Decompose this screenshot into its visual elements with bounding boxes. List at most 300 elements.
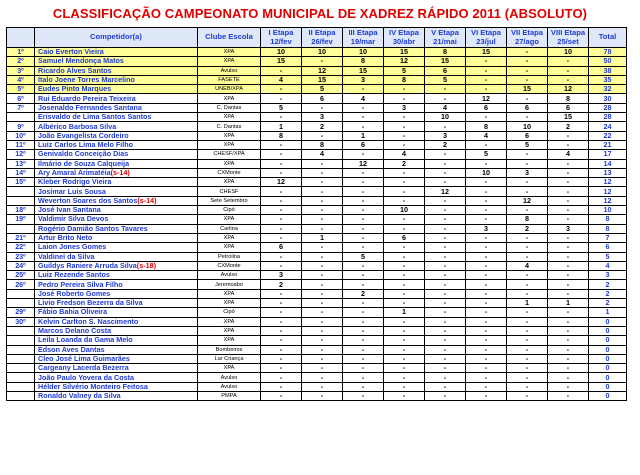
total-cell: 12 bbox=[589, 187, 627, 196]
stage-score-cell: - bbox=[343, 299, 384, 308]
stage-score-cell: - bbox=[261, 187, 302, 196]
stage-score-cell: 2 bbox=[384, 159, 425, 168]
stage-score-cell: - bbox=[425, 252, 466, 261]
stage-score-cell: 5 bbox=[425, 75, 466, 84]
stage-score-cell: - bbox=[507, 391, 548, 400]
club-cell: FASETE bbox=[198, 75, 261, 84]
stage-score-cell: - bbox=[302, 354, 343, 363]
stage-score-cell: - bbox=[343, 280, 384, 289]
total-cell: 32 bbox=[589, 85, 627, 94]
competitor-name-cell bbox=[35, 66, 198, 75]
stage-score-cell: - bbox=[343, 345, 384, 354]
competitor-name-cell bbox=[35, 233, 198, 242]
stage-score-cell: - bbox=[343, 382, 384, 391]
stage-score-cell: - bbox=[261, 354, 302, 363]
club-cell: C. Dantas bbox=[198, 103, 261, 112]
stage-score-cell: - bbox=[384, 196, 425, 205]
stage-score-cell: 1 bbox=[302, 233, 343, 242]
stage-score-cell: 5 bbox=[384, 66, 425, 75]
club-cell: XPA bbox=[198, 233, 261, 242]
stage-score-cell: - bbox=[261, 159, 302, 168]
total-cell: 0 bbox=[589, 382, 627, 391]
stage-score-cell: - bbox=[302, 224, 343, 233]
position-cell: 23º bbox=[7, 252, 35, 261]
competitor-name: Livio Fredson Bezerra da Silva bbox=[38, 298, 143, 308]
club-cell: Avulso bbox=[198, 271, 261, 280]
stage-score-cell: 15 bbox=[425, 57, 466, 66]
stage-score-cell: - bbox=[466, 271, 507, 280]
competitor-name: José Roberto Gomes bbox=[38, 289, 111, 298]
stage-score-cell: - bbox=[302, 271, 343, 280]
stage-score-cell: 5 bbox=[261, 103, 302, 112]
stage-score-cell: - bbox=[466, 57, 507, 66]
stage-score-cell: - bbox=[507, 75, 548, 84]
stage-score-cell: - bbox=[384, 354, 425, 363]
stage-score-cell: - bbox=[261, 140, 302, 149]
stage-score-cell: - bbox=[302, 168, 343, 177]
competitor-name-cell bbox=[35, 373, 198, 382]
stage-score-cell: 10 bbox=[507, 122, 548, 131]
position-cell: 26º bbox=[7, 280, 35, 289]
competitor-name: Caio Everton Vieira bbox=[38, 47, 104, 57]
stage-score-cell: - bbox=[302, 178, 343, 187]
position-cell bbox=[7, 373, 35, 382]
table-row bbox=[7, 336, 627, 345]
total-cell: 78 bbox=[589, 48, 627, 57]
stage-score-cell: 10 bbox=[466, 168, 507, 177]
total-cell: 28 bbox=[589, 103, 627, 112]
position-cell: 29º bbox=[7, 308, 35, 317]
stage-score-cell: - bbox=[466, 75, 507, 84]
stage-score-cell: 4 bbox=[302, 150, 343, 159]
competitor-name-cell bbox=[35, 280, 198, 289]
stage-score-cell: - bbox=[507, 317, 548, 326]
header-stage-6: VI Etapa 23/jul bbox=[466, 28, 507, 48]
competitor-name: José Ivan Santana bbox=[38, 205, 101, 215]
club-cell: Cipó bbox=[198, 206, 261, 215]
stage-score-cell: 12 bbox=[466, 94, 507, 103]
competitor-name: Pedro Pereira Silva Filho bbox=[38, 279, 123, 289]
table-row bbox=[7, 299, 627, 308]
table-row bbox=[7, 289, 627, 298]
stage-score-cell: - bbox=[302, 103, 343, 112]
competitor-name-cell bbox=[35, 122, 198, 131]
header-club: Clube Escola bbox=[198, 28, 261, 48]
stage-score-cell: 6 bbox=[302, 94, 343, 103]
stage-score-cell: 8 bbox=[507, 215, 548, 224]
stage-score-cell: - bbox=[466, 280, 507, 289]
club-cell: XPA bbox=[198, 113, 261, 122]
table-row bbox=[7, 168, 627, 177]
stage-score-cell: - bbox=[261, 252, 302, 261]
competitor-name-cell bbox=[35, 354, 198, 363]
stage-score-cell: 5 bbox=[466, 150, 507, 159]
stage-score-cell: 4 bbox=[466, 131, 507, 140]
stage-score-cell: 12 bbox=[507, 196, 548, 205]
stage-score-cell: - bbox=[507, 373, 548, 382]
stage-score-cell: - bbox=[466, 373, 507, 382]
stage-score-cell: - bbox=[466, 215, 507, 224]
stage-score-cell: - bbox=[466, 289, 507, 298]
competitor-name: Erisvaldo de Lima Santos Santos bbox=[38, 112, 152, 122]
total-cell: 12 bbox=[589, 178, 627, 187]
total-cell: 30 bbox=[589, 94, 627, 103]
club-cell: Jeremoabo bbox=[198, 280, 261, 289]
competitor-name-cell bbox=[35, 215, 198, 224]
stage-score-cell: - bbox=[466, 178, 507, 187]
stage-score-cell: - bbox=[425, 122, 466, 131]
stage-score-cell: - bbox=[548, 196, 589, 205]
stage-score-cell: 15 bbox=[343, 66, 384, 75]
table-row bbox=[7, 103, 627, 112]
stage-score-cell: - bbox=[261, 308, 302, 317]
stage-score-cell: - bbox=[548, 178, 589, 187]
stage-score-cell: - bbox=[466, 233, 507, 242]
competitor-name-cell bbox=[35, 271, 198, 280]
stage-score-cell: - bbox=[261, 289, 302, 298]
club-cell: CHESF/XPA bbox=[198, 150, 261, 159]
position-cell: 19º bbox=[7, 215, 35, 224]
stage-score-cell: - bbox=[261, 233, 302, 242]
table-row bbox=[7, 159, 627, 168]
stage-score-cell: - bbox=[302, 261, 343, 270]
stage-score-cell: - bbox=[261, 168, 302, 177]
stage-score-cell: - bbox=[384, 85, 425, 94]
stage-score-cell: - bbox=[343, 373, 384, 382]
stage-score-cell: - bbox=[384, 336, 425, 345]
competitor-name: Laion Jones Gomes bbox=[38, 242, 107, 252]
stage-score-cell: - bbox=[384, 243, 425, 252]
stage-score-cell: 12 bbox=[425, 187, 466, 196]
stage-score-cell: - bbox=[384, 140, 425, 149]
position-cell bbox=[7, 364, 35, 373]
table-row bbox=[7, 131, 627, 140]
competitor-name-cell bbox=[35, 252, 198, 261]
club-cell: XPA bbox=[198, 326, 261, 335]
stage-score-cell: - bbox=[425, 85, 466, 94]
stage-score-cell: - bbox=[302, 289, 343, 298]
position-cell: 12º bbox=[7, 150, 35, 159]
competitor-name: Edson Aves Dantas bbox=[38, 345, 105, 354]
stage-score-cell: - bbox=[343, 354, 384, 363]
position-cell bbox=[7, 345, 35, 354]
competitor-name: Josenaldo Fernandes Santana bbox=[38, 103, 142, 112]
stage-score-cell: - bbox=[507, 233, 548, 242]
total-cell: 0 bbox=[589, 354, 627, 363]
stage-score-cell: - bbox=[507, 206, 548, 215]
competitor-name-cell bbox=[35, 243, 198, 252]
stage-score-cell: - bbox=[302, 326, 343, 335]
page-title: CLASSIFICAÇÃO CAMPEONATO MUNICIPAL DE XADREZ RÁPIDO 2011 (ABSOLUTO) bbox=[52, 6, 588, 21]
position-cell: 24º bbox=[7, 261, 35, 270]
stage-score-cell: - bbox=[302, 252, 343, 261]
club-cell: XPA bbox=[198, 289, 261, 298]
stage-score-cell: - bbox=[302, 364, 343, 373]
stage-score-cell: - bbox=[466, 85, 507, 94]
stage-score-cell: - bbox=[384, 326, 425, 335]
stage-score-cell: - bbox=[425, 373, 466, 382]
stage-score-cell: 10 bbox=[302, 48, 343, 57]
competitor-name: Valdimir Silva Devos bbox=[38, 214, 109, 224]
stage-score-cell: - bbox=[507, 364, 548, 373]
competitor-name: João Paulo Yovera da Costa bbox=[38, 372, 134, 382]
total-cell: 0 bbox=[589, 317, 627, 326]
stage-score-cell: 3 bbox=[507, 168, 548, 177]
club-cell: XPA bbox=[198, 57, 261, 66]
stage-score-cell: - bbox=[425, 299, 466, 308]
stage-score-cell: - bbox=[343, 122, 384, 131]
stage-score-cell: - bbox=[261, 206, 302, 215]
position-cell bbox=[7, 289, 35, 298]
stage-score-cell: - bbox=[548, 373, 589, 382]
stage-score-cell: 3 bbox=[261, 271, 302, 280]
competitor-name-cell bbox=[35, 299, 198, 308]
stage-score-cell: - bbox=[261, 391, 302, 400]
stage-score-cell: - bbox=[425, 382, 466, 391]
stage-score-cell: 15 bbox=[302, 75, 343, 84]
stage-score-cell: 5 bbox=[343, 252, 384, 261]
total-cell: 6 bbox=[589, 243, 627, 252]
competitor-name: Fábio Bahia Oliveira bbox=[38, 307, 108, 317]
position-cell: 30º bbox=[7, 317, 35, 326]
total-cell: 38 bbox=[589, 66, 627, 75]
stage-score-cell: - bbox=[548, 187, 589, 196]
stage-score-cell: - bbox=[425, 150, 466, 159]
stage-score-cell: 8 bbox=[466, 122, 507, 131]
stage-score-cell: - bbox=[261, 66, 302, 75]
club-cell: XPA bbox=[198, 299, 261, 308]
stage-score-cell: - bbox=[466, 354, 507, 363]
stage-score-cell: - bbox=[343, 113, 384, 122]
stage-score-cell: - bbox=[466, 243, 507, 252]
stage-score-cell: 10 bbox=[425, 113, 466, 122]
competitor-name: Kleber Rodrigo Vieira bbox=[38, 177, 112, 187]
table-row bbox=[7, 94, 627, 103]
stage-score-cell: - bbox=[261, 364, 302, 373]
competitor-name: Guildys Raniere Arruda Silva bbox=[38, 261, 137, 270]
stage-score-cell: - bbox=[302, 243, 343, 252]
stage-score-cell: - bbox=[343, 103, 384, 112]
competitor-name-cell bbox=[35, 85, 198, 94]
club-cell: XPA bbox=[198, 178, 261, 187]
position-cell: 11º bbox=[7, 140, 35, 149]
competitor-name: Hélder Silvério Monteiro Feitosa bbox=[38, 382, 148, 391]
club-cell: XPA bbox=[198, 364, 261, 373]
stage-score-cell: - bbox=[425, 94, 466, 103]
stage-score-cell: - bbox=[343, 178, 384, 187]
stage-score-cell: 10 bbox=[261, 48, 302, 57]
stage-score-cell: - bbox=[507, 382, 548, 391]
club-cell: CHESF bbox=[198, 187, 261, 196]
stage-score-cell: - bbox=[507, 113, 548, 122]
stage-score-cell: - bbox=[384, 317, 425, 326]
stage-score-cell: 2 bbox=[343, 289, 384, 298]
total-cell: 50 bbox=[589, 57, 627, 66]
competitor-name-cell bbox=[35, 178, 198, 187]
stage-score-cell: - bbox=[384, 178, 425, 187]
stage-score-cell: - bbox=[466, 326, 507, 335]
stage-score-cell: 5 bbox=[302, 85, 343, 94]
stage-score-cell: 6 bbox=[507, 131, 548, 140]
stage-score-cell: - bbox=[343, 224, 384, 233]
stage-score-cell: 12 bbox=[384, 57, 425, 66]
club-cell: XPA bbox=[198, 159, 261, 168]
stage-score-cell: - bbox=[261, 85, 302, 94]
competitor-name-cell bbox=[35, 196, 198, 205]
total-cell: 12 bbox=[589, 196, 627, 205]
stage-score-cell: - bbox=[507, 48, 548, 57]
total-cell: 0 bbox=[589, 345, 627, 354]
stage-score-cell: 15 bbox=[548, 113, 589, 122]
position-cell: 10º bbox=[7, 131, 35, 140]
stage-score-cell: - bbox=[425, 196, 466, 205]
stage-score-cell: - bbox=[343, 196, 384, 205]
stage-score-cell: - bbox=[343, 336, 384, 345]
stage-score-cell: - bbox=[261, 373, 302, 382]
stage-score-cell: - bbox=[507, 57, 548, 66]
table-row bbox=[7, 48, 627, 57]
club-cell: Carlina bbox=[198, 224, 261, 233]
stage-score-cell: - bbox=[548, 326, 589, 335]
competitor-name: Artur Brito Neto bbox=[38, 233, 93, 243]
competitor-name: Eudes Pinto Marques bbox=[38, 84, 112, 94]
stage-score-cell: - bbox=[384, 122, 425, 131]
stage-score-cell: - bbox=[425, 271, 466, 280]
total-cell: 0 bbox=[589, 326, 627, 335]
position-cell: 4º bbox=[7, 75, 35, 84]
competitor-name-cell bbox=[35, 103, 198, 112]
total-cell: 2 bbox=[589, 289, 627, 298]
competitor-name-cell bbox=[35, 94, 198, 103]
stage-score-cell: - bbox=[548, 252, 589, 261]
stage-score-cell: - bbox=[384, 373, 425, 382]
ranking-table bbox=[6, 27, 627, 401]
total-cell: 13 bbox=[589, 168, 627, 177]
stage-score-cell: - bbox=[302, 373, 343, 382]
stage-score-cell: 12 bbox=[548, 85, 589, 94]
total-cell: 21 bbox=[589, 140, 627, 149]
stage-score-cell: - bbox=[466, 140, 507, 149]
stage-score-cell: - bbox=[261, 382, 302, 391]
total-cell: 0 bbox=[589, 391, 627, 400]
position-cell: 14º bbox=[7, 168, 35, 177]
stage-score-cell: - bbox=[384, 289, 425, 298]
club-cell: Avulso bbox=[198, 373, 261, 382]
stage-score-cell: - bbox=[261, 224, 302, 233]
competitor-name-cell bbox=[35, 336, 198, 345]
table-row bbox=[7, 391, 627, 400]
competitor-name-cell bbox=[35, 206, 198, 215]
stage-score-cell: - bbox=[302, 336, 343, 345]
competitor-name: Luiz Carlos Lima Melo Filho bbox=[38, 140, 134, 150]
stage-score-cell: - bbox=[548, 75, 589, 84]
stage-score-cell: - bbox=[507, 345, 548, 354]
stage-score-cell: - bbox=[507, 187, 548, 196]
stage-score-cell: - bbox=[384, 271, 425, 280]
club-cell: XPA bbox=[198, 48, 261, 57]
total-cell: 0 bbox=[589, 364, 627, 373]
competitor-name-cell bbox=[35, 159, 198, 168]
stage-score-cell: - bbox=[548, 57, 589, 66]
stage-score-cell: 2 bbox=[261, 280, 302, 289]
stage-score-cell: - bbox=[425, 206, 466, 215]
stage-score-cell: 15 bbox=[507, 85, 548, 94]
position-cell: 3º bbox=[7, 66, 35, 75]
club-cell: Avulso bbox=[198, 66, 261, 75]
stage-score-cell: - bbox=[425, 224, 466, 233]
stage-score-cell: - bbox=[302, 57, 343, 66]
stage-score-cell: - bbox=[548, 382, 589, 391]
competitor-name: Ronaldo Valney da Silva bbox=[38, 391, 121, 401]
position-cell: 22º bbox=[7, 243, 35, 252]
category-note: (s-18) bbox=[136, 261, 156, 270]
stage-score-cell: - bbox=[425, 317, 466, 326]
table-row bbox=[7, 382, 627, 391]
header-row bbox=[7, 28, 627, 48]
stage-score-cell: - bbox=[261, 196, 302, 205]
stage-score-cell: 12 bbox=[343, 159, 384, 168]
header-stage-4: IV Etapa 30/abr bbox=[384, 28, 425, 48]
competitor-name: Rogério Damião Santos Tavares bbox=[38, 224, 148, 233]
stage-score-cell: 8 bbox=[425, 48, 466, 57]
position-cell: 15º bbox=[7, 178, 35, 187]
stage-score-cell: - bbox=[466, 364, 507, 373]
stage-score-cell: 8 bbox=[261, 131, 302, 140]
position-cell bbox=[7, 224, 35, 233]
stage-score-cell: - bbox=[384, 94, 425, 103]
stage-score-cell: - bbox=[548, 289, 589, 298]
stage-score-cell: - bbox=[548, 168, 589, 177]
stage-score-cell: - bbox=[384, 168, 425, 177]
competitor-name: Rui Eduardo Pereira Teixeira bbox=[38, 93, 136, 103]
club-cell: Avulso bbox=[198, 382, 261, 391]
table-row bbox=[7, 317, 627, 326]
stage-score-cell: - bbox=[548, 308, 589, 317]
club-cell: XPA bbox=[198, 131, 261, 140]
stage-score-cell: - bbox=[384, 261, 425, 270]
club-cell: UNEB/XPA bbox=[198, 85, 261, 94]
table-row bbox=[7, 215, 627, 224]
stage-score-cell: - bbox=[302, 196, 343, 205]
stage-score-cell: - bbox=[548, 336, 589, 345]
club-cell: C. Dantas bbox=[198, 122, 261, 131]
total-cell: 17 bbox=[589, 150, 627, 159]
stage-score-cell: - bbox=[343, 233, 384, 242]
competitor-name-cell bbox=[35, 391, 198, 400]
club-cell: XPA bbox=[198, 317, 261, 326]
stage-score-cell: 6 bbox=[507, 103, 548, 112]
table-row bbox=[7, 345, 627, 354]
stage-score-cell: - bbox=[466, 261, 507, 270]
stage-score-cell: - bbox=[384, 345, 425, 354]
stage-score-cell: 4 bbox=[425, 103, 466, 112]
table-row bbox=[7, 326, 627, 335]
stage-score-cell: - bbox=[466, 391, 507, 400]
stage-score-cell: - bbox=[425, 178, 466, 187]
stage-score-cell: 4 bbox=[507, 261, 548, 270]
competitor-name: Kelvin Carlton S. Nascimento bbox=[38, 317, 139, 326]
position-cell bbox=[7, 391, 35, 400]
table-row bbox=[7, 364, 627, 373]
competitor-name: Genivaldo Conceição Dias bbox=[38, 149, 129, 159]
stage-score-cell: - bbox=[261, 299, 302, 308]
stage-score-cell: 6 bbox=[466, 103, 507, 112]
table-row bbox=[7, 233, 627, 242]
stage-score-cell: - bbox=[425, 243, 466, 252]
position-cell: 25º bbox=[7, 271, 35, 280]
competitor-name-cell bbox=[35, 382, 198, 391]
competitor-name-cell bbox=[35, 326, 198, 335]
